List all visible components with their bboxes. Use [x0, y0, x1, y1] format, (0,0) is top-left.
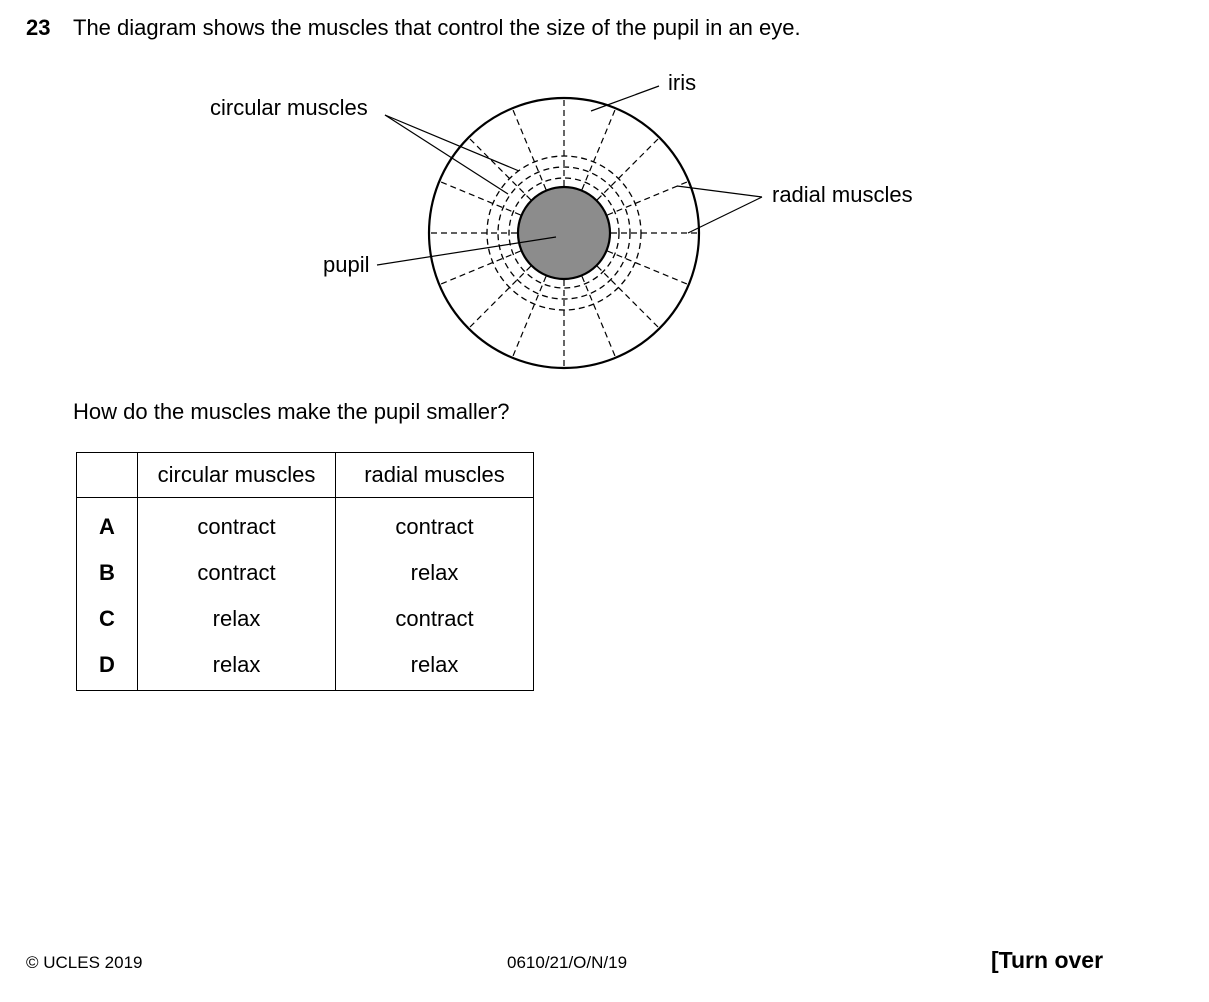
circular-leader-line-1 — [385, 115, 519, 171]
footer-copyright: © UCLES 2019 — [26, 953, 143, 972]
circular-cell: contract — [138, 550, 336, 596]
radial-muscle-line — [597, 138, 659, 200]
footer-paper-code: 0610/21/O/N/19 — [507, 953, 628, 972]
table-row — [77, 550, 534, 596]
radial-cell: contract — [336, 498, 534, 551]
header-blank — [77, 453, 138, 498]
radial-cell: contract — [336, 596, 534, 642]
pupil-label: pupil — [323, 252, 370, 277]
option-letter: C — [77, 596, 138, 642]
circular-leader-line-2 — [385, 115, 508, 194]
question-number: 23 — [26, 15, 51, 40]
radial-muscle-line — [582, 276, 616, 357]
question-text: The diagram shows the muscles that control the size of the pupil in an eye. — [73, 15, 801, 40]
table-row — [77, 596, 534, 642]
option-letter: B — [77, 550, 138, 596]
radial-cell: relax — [336, 642, 534, 691]
iris-label: iris — [668, 70, 697, 95]
circular-muscles-label: circular muscles — [210, 95, 368, 120]
option-letter: D — [77, 642, 138, 691]
iris-leader-line — [591, 86, 659, 111]
pupil-disc — [518, 187, 610, 279]
eye-diagram — [0, 0, 1209, 400]
question-prompt: How do the muscles make the pupil smaller? — [73, 399, 510, 424]
radial-muscles-label: radial muscles — [772, 182, 913, 207]
footer-turn-over: [Turn over — [991, 947, 1104, 973]
radial-cell: relax — [336, 550, 534, 596]
table-row — [77, 642, 534, 691]
answer-table — [76, 452, 534, 691]
table-row — [77, 498, 534, 551]
radial-muscle-line — [607, 251, 688, 285]
radial-muscle-line — [469, 138, 531, 200]
table-header-row — [77, 453, 534, 498]
radial-leader-line-1 — [677, 186, 762, 197]
circular-cell: contract — [138, 498, 336, 551]
header-radial-muscles: radial muscles — [336, 453, 534, 498]
radial-leader-line-2 — [688, 197, 762, 233]
radial-muscle-line — [607, 181, 688, 215]
option-letter: A — [77, 498, 138, 551]
circular-cell: relax — [138, 642, 336, 691]
header-circular-muscles: circular muscles — [138, 453, 336, 498]
radial-muscle-line — [582, 108, 616, 189]
circular-cell: relax — [138, 596, 336, 642]
